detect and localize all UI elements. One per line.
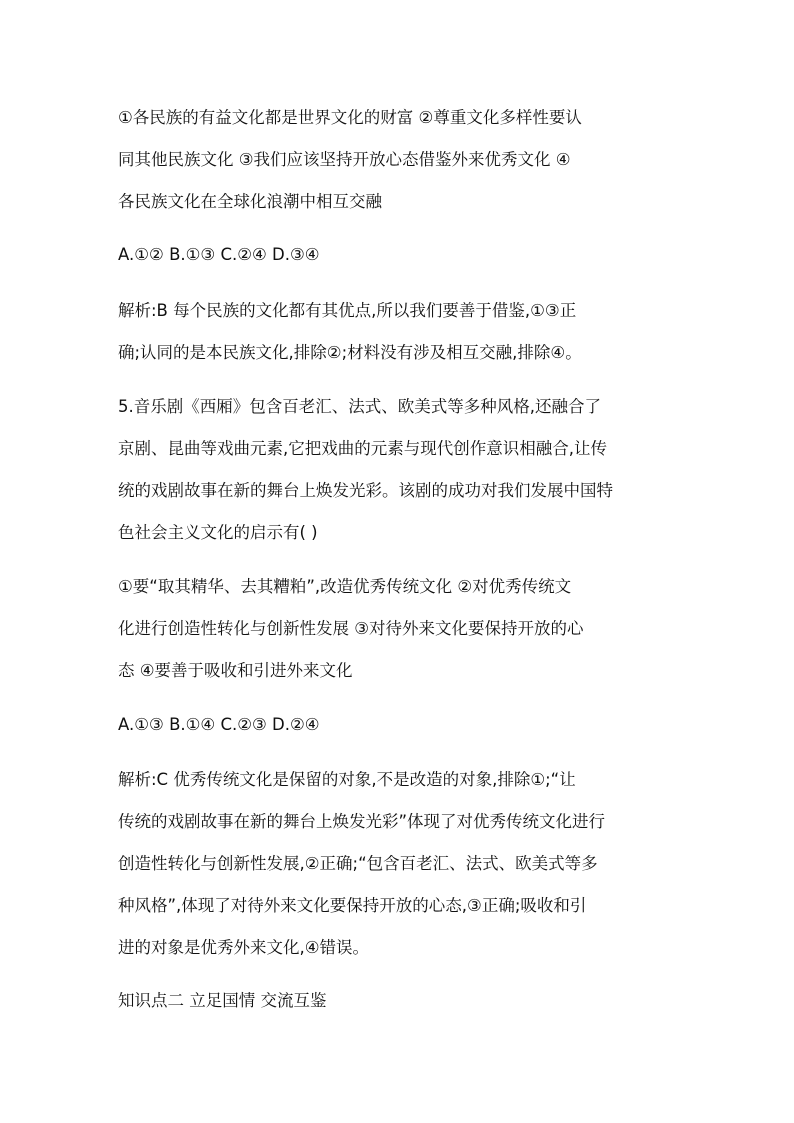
q5-analysis	[118, 759, 678, 969]
text-line: ①要“取其精华、去其糟粕”,改造优秀传统文化 ②对优秀传统文	[118, 577, 572, 596]
text-line: 种风格”,体现了对待外来文化要保持开放的心态,③正确;吸收和引	[118, 896, 587, 915]
text-line: 态 ④要善于吸收和引进外来文化	[118, 661, 353, 680]
text-line: 解析:B 每个民族的文化都有其优点,所以我们要善于借鉴,①③正	[118, 301, 577, 320]
text-line: 色社会主义文化的启示有( )	[118, 523, 318, 542]
text-line: 化进行创造性转化与创新性发展 ③对待外来文化要保持开放的心	[118, 619, 584, 638]
text-line: 各民族文化在全球化浪潮中相互交融	[118, 192, 382, 211]
text-line: 京剧、昆曲等戏曲元素,它把戏曲的元素与现代创作意识相融合,让传	[118, 439, 607, 458]
q5-stem	[118, 386, 678, 554]
text-line: 确;认同的是本民族文化,排除②;材料没有涉及相互交融,排除④。	[118, 343, 582, 362]
q5-answer-choices: A.①③ B.①④ C.②③ D.②④	[118, 715, 320, 734]
text-line: 传统的戏剧故事在新的舞台上焕发光彩”体现了对优秀传统文化进行	[118, 812, 606, 831]
q5-option-statements	[118, 566, 678, 692]
q4-option-statements	[118, 97, 678, 223]
text-line: 创造性转化与创新性发展,②正确;“包含百老汇、法式、欧美式等多	[118, 854, 598, 873]
text-line: 统的戏剧故事在新的舞台上焕发光彩。该剧的成功对我们发展中国特	[118, 481, 613, 500]
q4-answer-choices: A.①② B.①③ C.②④ D.③④	[118, 245, 320, 264]
text-line: 5.音乐剧《西厢》包含百老汇、法式、欧美式等多种风格,还融合了	[118, 397, 601, 416]
text-line: ①各民族的有益文化都是世界文化的财富 ②尊重文化多样性要认	[118, 108, 582, 127]
section-heading: 知识点二 立足国情 交流互鉴	[118, 991, 327, 1010]
text-line: 进的对象是优秀外来文化,④错误。	[118, 938, 370, 957]
text-line: 同其他民族文化 ③我们应该坚持开放心态借鉴外来优秀文化 ④	[118, 150, 571, 169]
q4-analysis	[118, 290, 678, 374]
text-line: 解析:C 优秀传统文化是保留的对象,不是改造的对象,排除①;“让	[118, 770, 576, 789]
